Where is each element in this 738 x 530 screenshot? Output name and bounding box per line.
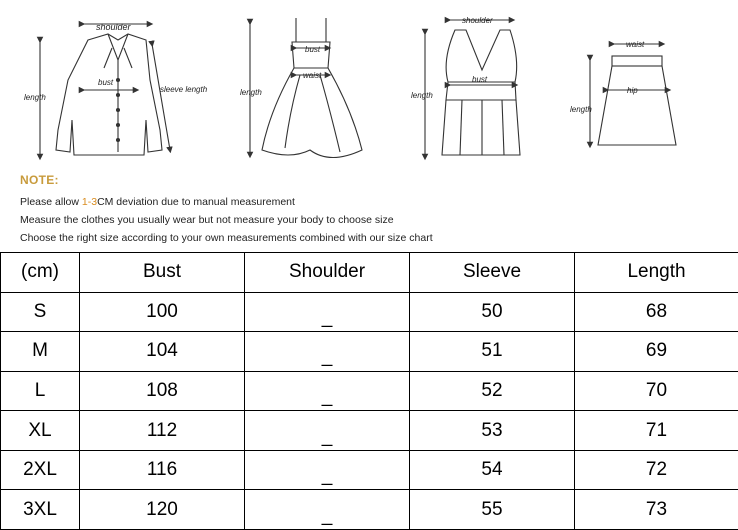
- header-sleeve: Sleeve: [410, 253, 575, 293]
- bust-cell: 100: [80, 292, 245, 332]
- table-row: [1, 292, 738, 332]
- size-cell: 3XL: [1, 490, 80, 530]
- bust-cell: 116: [80, 450, 245, 490]
- bust-cell: 120: [80, 490, 245, 530]
- top-diagram: [425, 20, 520, 157]
- shoulder-value: _: [321, 385, 333, 407]
- table-row: [1, 450, 738, 490]
- header-unit: (cm): [1, 253, 80, 293]
- header-shoulder: Shoulder: [245, 253, 410, 293]
- shoulder-cell: [245, 411, 410, 451]
- garment-diagrams: [0, 0, 738, 170]
- length-cell: 69: [575, 332, 738, 372]
- size-cell: L: [1, 371, 80, 411]
- sleeve-cell: 50: [410, 292, 575, 332]
- length-cell: 68: [575, 292, 738, 332]
- header-bust: Bust: [80, 253, 245, 293]
- table-row: [1, 411, 738, 451]
- shoulder-value: _: [321, 504, 333, 526]
- shoulder-cell: [245, 450, 410, 490]
- skirt-waist-label: waist: [626, 40, 645, 49]
- dress-waist-label: waist: [303, 71, 322, 80]
- sleeve-cell: 55: [410, 490, 575, 530]
- length-cell: 70: [575, 371, 738, 411]
- length-cell: 73: [575, 490, 738, 530]
- shoulder-value: _: [321, 346, 333, 368]
- shirt-sleeve-label: sleeve length: [160, 85, 208, 94]
- length-cell: 71: [575, 411, 738, 451]
- note-line-2: Measure the clothes you usually wear but not measure your body to choose size: [20, 214, 394, 226]
- note-line-1: [20, 193, 720, 211]
- header-length: Length: [575, 253, 738, 293]
- top-length-label: length: [411, 91, 433, 100]
- note-line-1-prefix: Please allow: [20, 196, 82, 208]
- skirt-length-label: length: [570, 105, 592, 114]
- bust-cell: 104: [80, 332, 245, 372]
- size-cell: XL: [1, 411, 80, 451]
- dress-length-label: length: [240, 88, 262, 97]
- dress-bust-label: bust: [305, 45, 321, 54]
- note-title: NOTE:: [20, 173, 59, 187]
- top-bust-label: bust: [472, 75, 488, 84]
- shoulder-value: _: [321, 465, 333, 487]
- skirt-hip-label: hip: [627, 86, 638, 95]
- bust-cell: 108: [80, 371, 245, 411]
- sleeve-cell: 51: [410, 332, 575, 372]
- sleeve-cell: 52: [410, 371, 575, 411]
- shoulder-cell: [245, 371, 410, 411]
- shirt-bust-label: bust: [98, 78, 114, 87]
- shirt-shoulder-label: shoulder: [96, 22, 131, 32]
- shoulder-cell: [245, 332, 410, 372]
- size-cell: 2XL: [1, 450, 80, 490]
- note-line-1-suffix: CM deviation due to manual measurement: [97, 196, 295, 208]
- bust-cell: 112: [80, 411, 245, 451]
- top-shoulder-label: shoulder: [462, 16, 493, 25]
- size-cell: M: [1, 332, 80, 372]
- shirt-diagram: [40, 24, 170, 157]
- note-line-1-highlight: 1-3: [81, 196, 98, 208]
- sleeve-cell: 53: [410, 411, 575, 451]
- dress-diagram: [250, 18, 362, 158]
- shoulder-cell: [245, 490, 410, 530]
- sleeve-cell: 54: [410, 450, 575, 490]
- shirt-length-label: length: [24, 93, 46, 102]
- shoulder-value: _: [321, 425, 333, 447]
- shoulder-cell: [245, 292, 410, 332]
- table-row: [1, 332, 738, 372]
- size-chart-table: [0, 252, 738, 530]
- table-header-row: [1, 253, 738, 293]
- note-line-3: Choose the right size according to your own measurements combined with our size chart: [20, 232, 433, 244]
- table-row: [1, 371, 738, 411]
- shoulder-value: _: [321, 306, 333, 328]
- size-cell: S: [1, 292, 80, 332]
- length-cell: 72: [575, 450, 738, 490]
- measurement-notes: [20, 173, 720, 247]
- table-row: [1, 490, 738, 530]
